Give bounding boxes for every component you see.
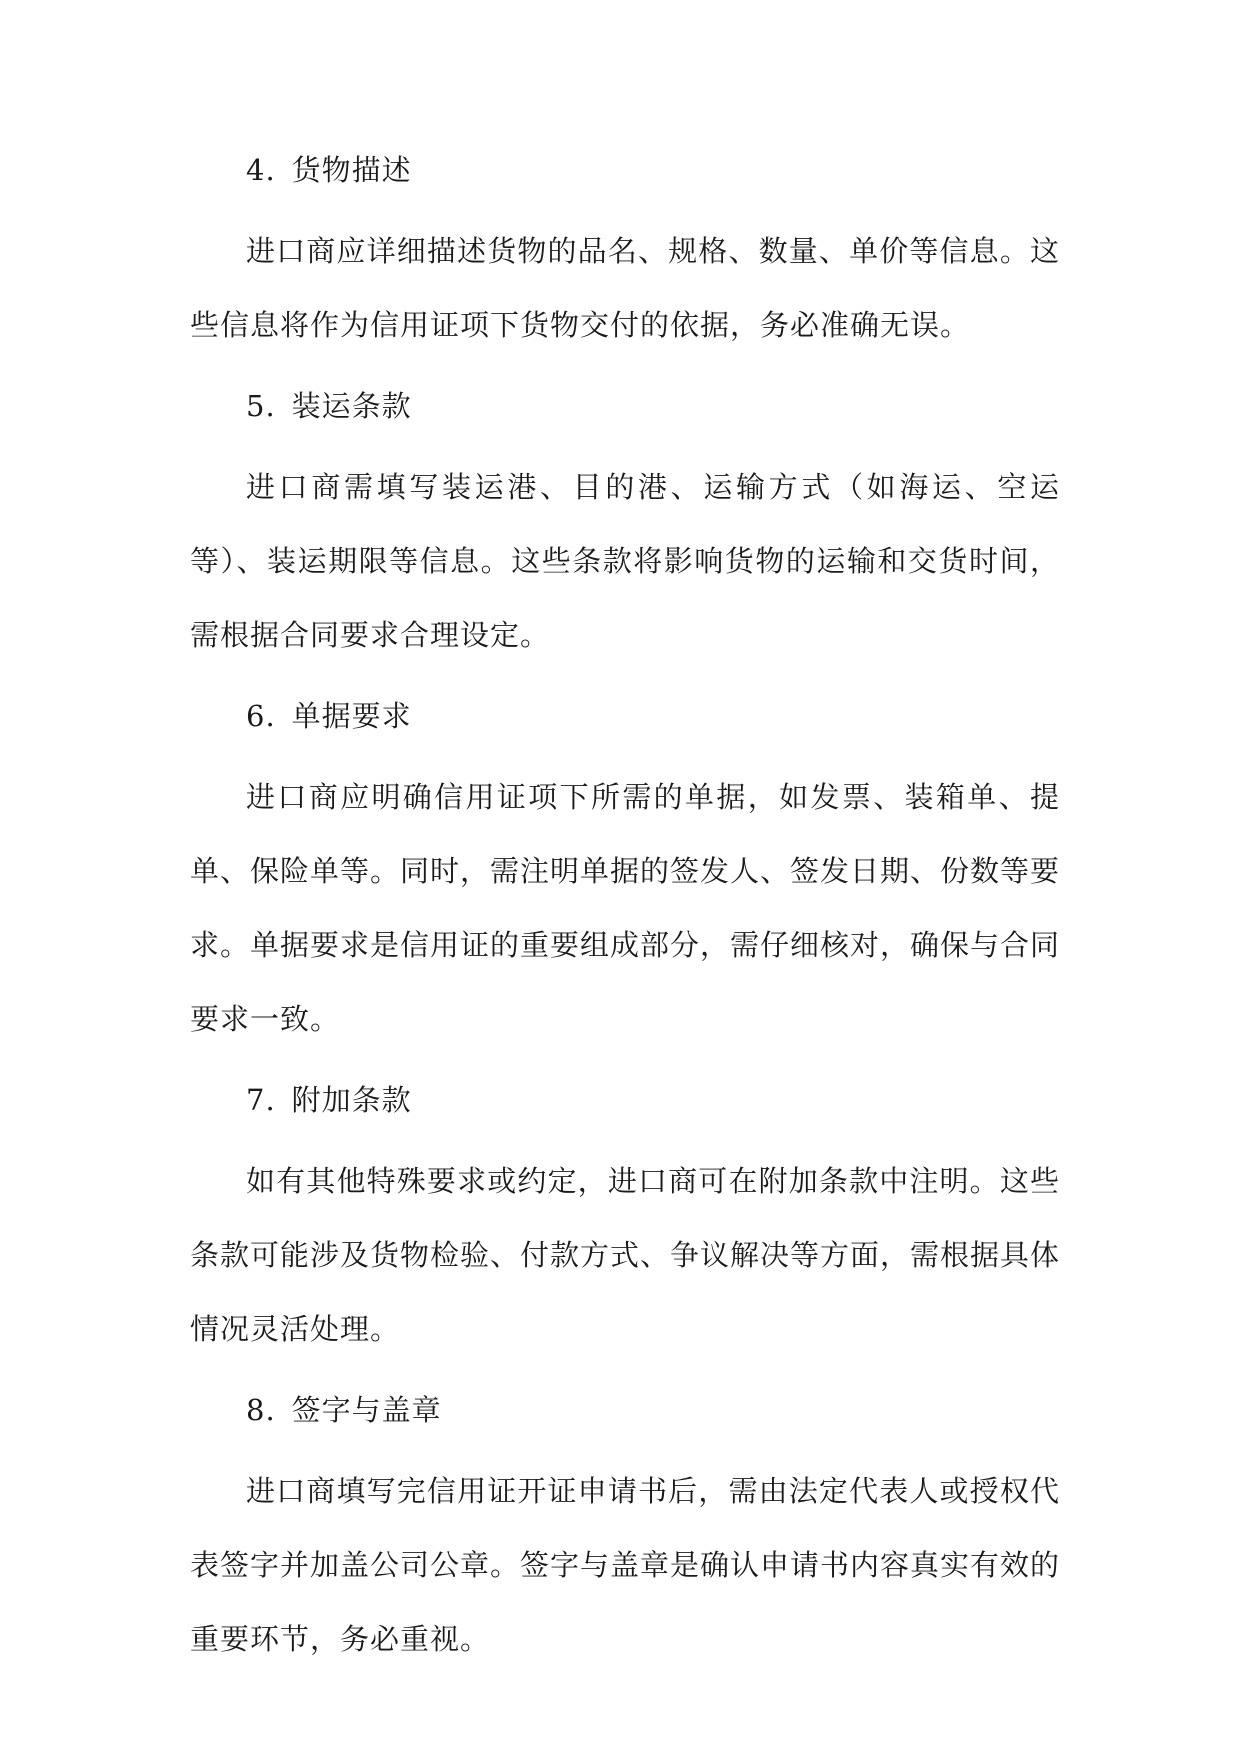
section-title: 附加条款 bbox=[291, 1083, 412, 1117]
section-paragraph-5: 进口商需填写装运港、目的港、运输方式（如海运、空运等）、装运期限等信息。这些条款将影响货物的运输和交货时间，需根据合同要求合理设定。 bbox=[190, 470, 1060, 652]
section-title: 签字与盖章 bbox=[291, 1393, 442, 1427]
section-heading-8 bbox=[190, 1380, 1060, 1440]
section-paragraph-4: 进口商应详细描述货物的品名、规格、数量、单价等信息。这些信息将作为信用证项下货物交付的依据，务必准确无误。 bbox=[190, 234, 1060, 342]
section-title: 货物描述 bbox=[291, 153, 412, 187]
section-number: 7. bbox=[246, 1083, 276, 1117]
section-title: 单据要求 bbox=[291, 699, 412, 733]
section-paragraph-8: 进口商填写完信用证开证申请书后，需由法定代表人或授权代表签字并加盖公司公章。签字与盖章是确认申请书内容真实有效的重要环节，务必重视。 bbox=[190, 1474, 1061, 1656]
section-paragraph-7: 如有其他特殊要求或约定，进口商可在附加条款中注明。这些条款可能涉及货物检验、付款方式、争议解决等方面，需根据具体情况灵活处理。 bbox=[190, 1164, 1061, 1346]
section-title: 装运条款 bbox=[291, 389, 412, 423]
section-heading-5 bbox=[190, 376, 1060, 436]
section-heading-6 bbox=[190, 686, 1060, 746]
section-heading-7 bbox=[190, 1070, 1060, 1130]
document-body bbox=[190, 140, 1060, 1690]
section-paragraph-6: 进口商应明确信用证项下所需的单据，如发票、装箱单、提单、保险单等。同时，需注明单据的签发人、签发日期、份数等要求。单据要求是信用证的重要组成部分，需仔细核对，确保与合同要求一致。 bbox=[190, 780, 1061, 1036]
section-heading-4 bbox=[190, 140, 1060, 200]
section-number: 6. bbox=[246, 699, 276, 733]
section-number: 4. bbox=[246, 153, 276, 187]
section-number: 8. bbox=[246, 1393, 276, 1427]
section-number: 5. bbox=[246, 389, 276, 423]
